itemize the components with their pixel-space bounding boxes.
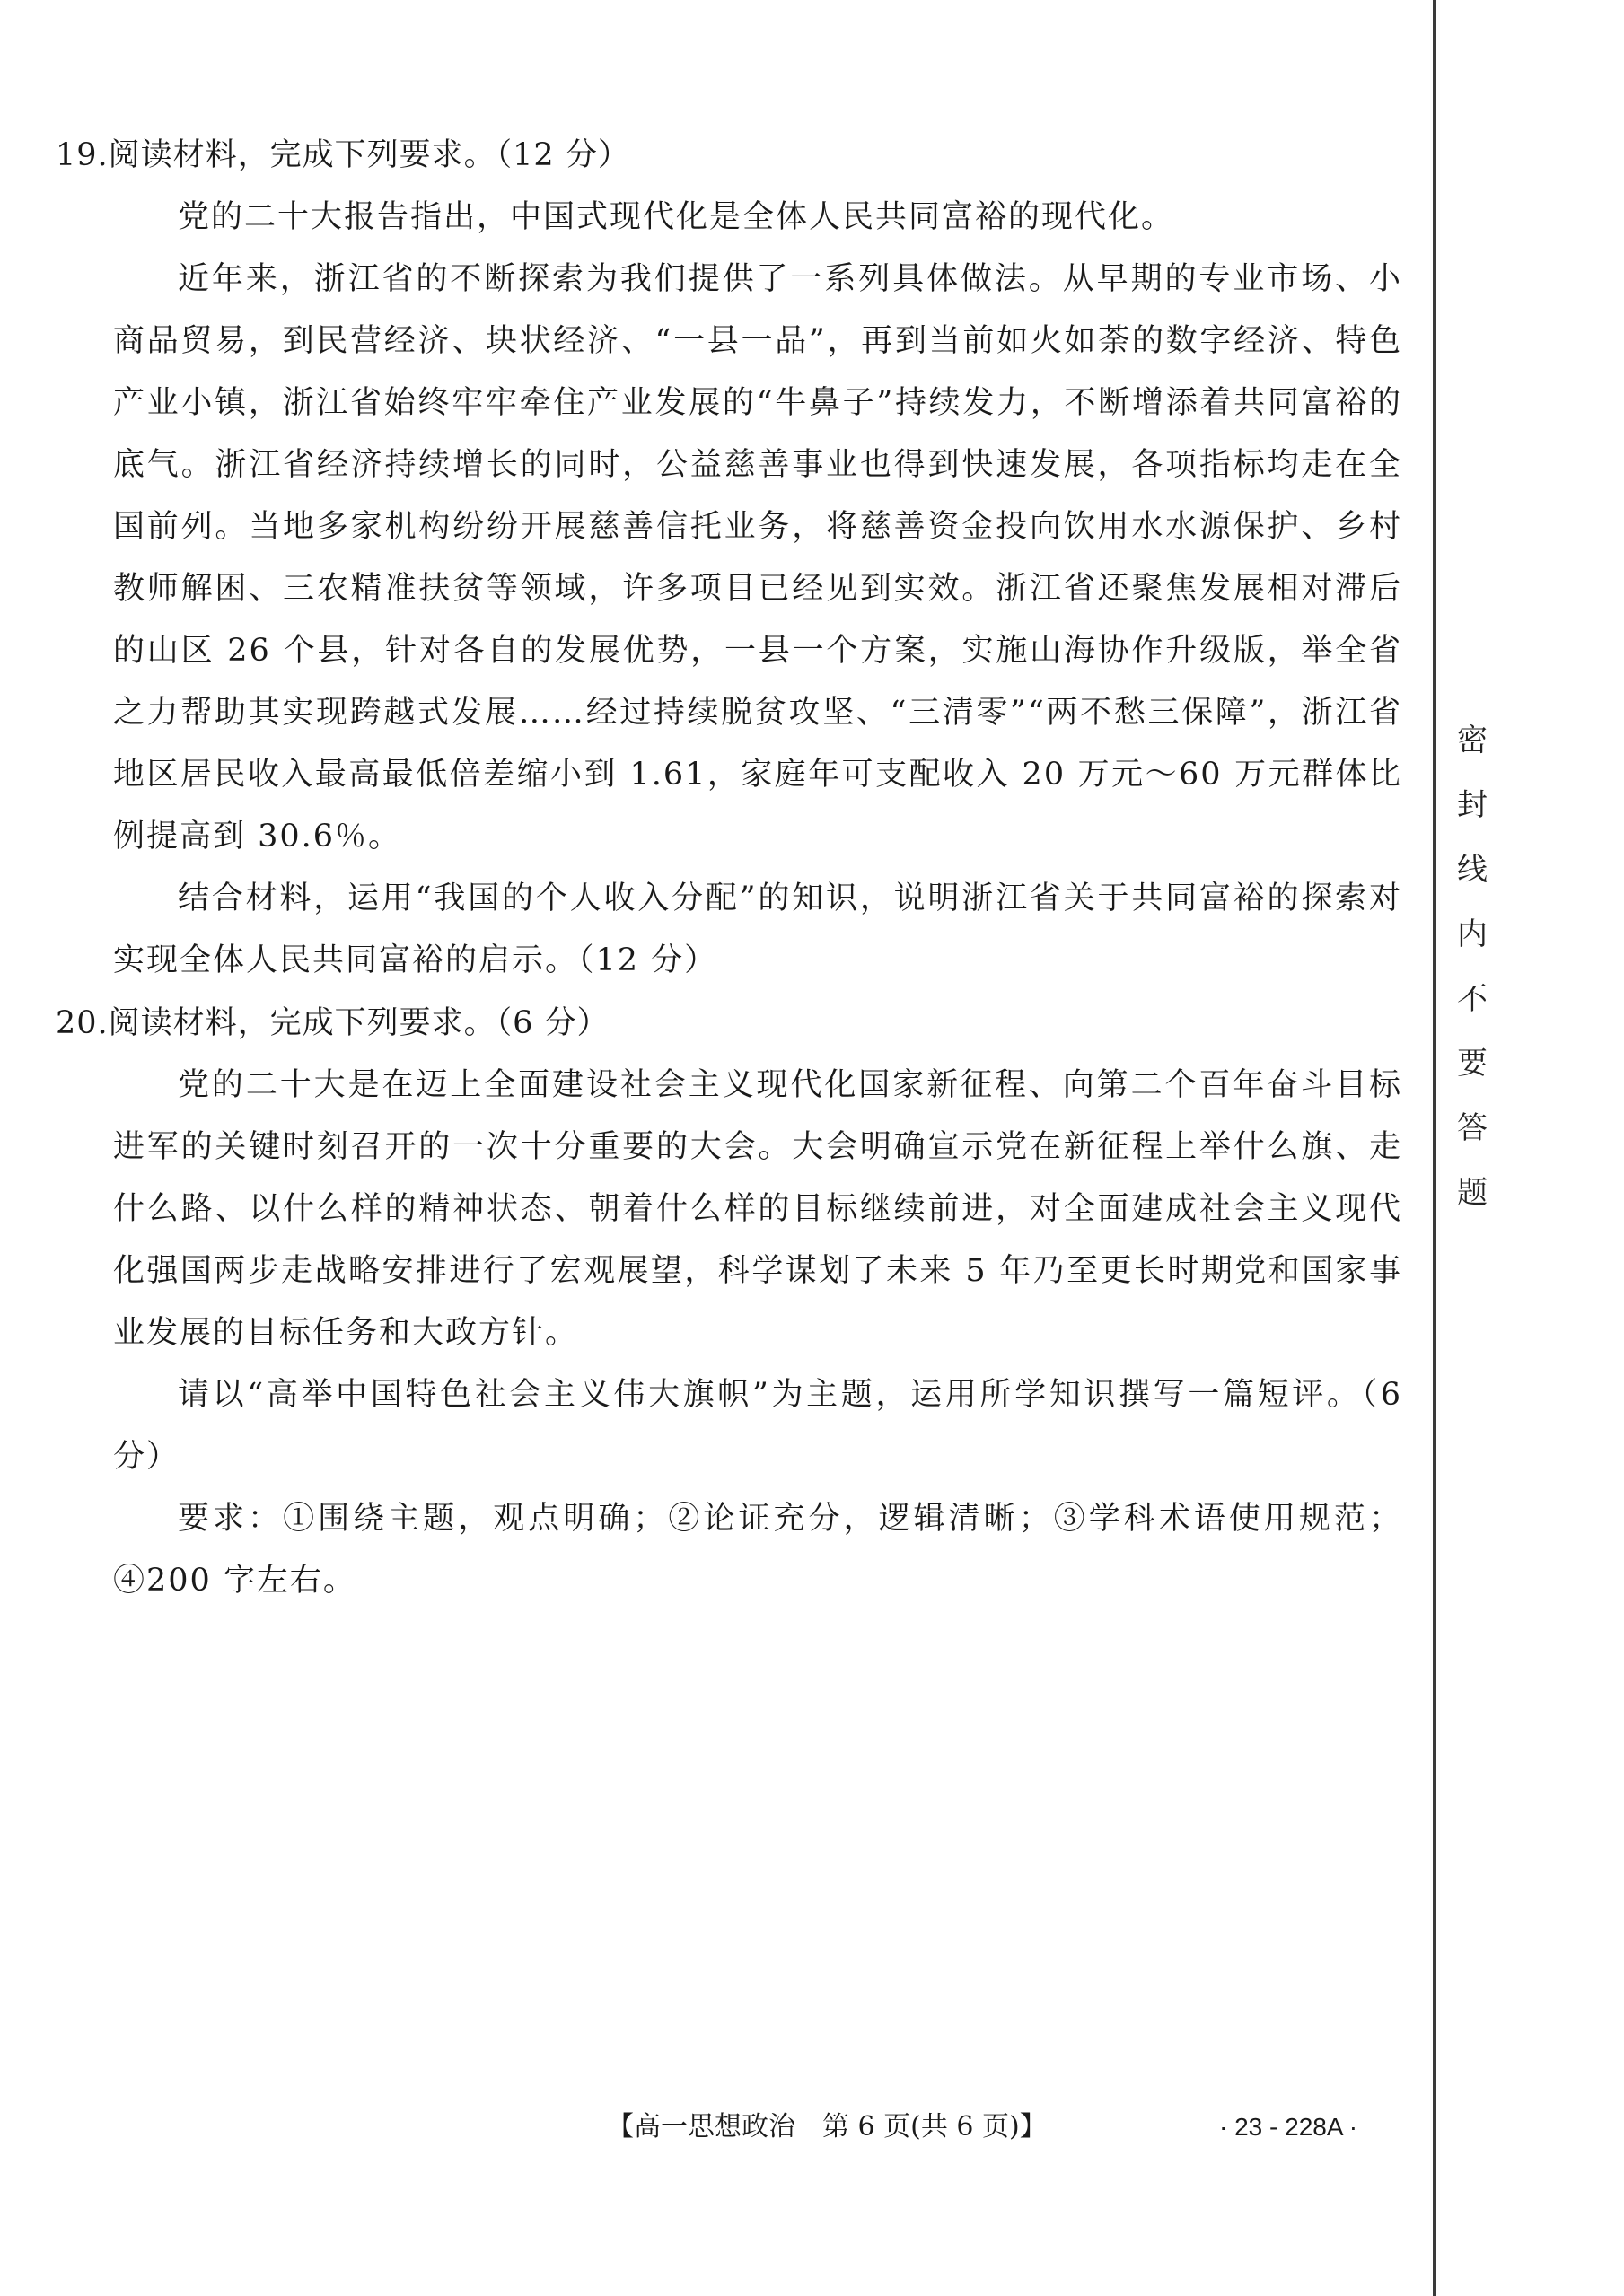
question-content: [56, 124, 1402, 1612]
page-footer: [0, 2105, 1624, 2150]
footer-page-info: 【高一思想政治 第 6 页(共 6 页)】: [607, 2111, 1047, 2143]
seal-char: 题: [1457, 1175, 1488, 1211]
seal-notice: [1454, 725, 1490, 1242]
seal-char: 不: [1457, 981, 1488, 1017]
seal-char: 封: [1457, 787, 1488, 823]
seal-char: 密: [1457, 723, 1488, 758]
question-20-paragraph-1: 党的二十大是在迈上全面建设社会主义现代化国家新征程、向第二个百年奋斗目标进军的关键时刻召开的一次十分重要的大会。大会明确宣示党在新征程上举什么旗、走什么路、以什么样的精神状态、朝着什么样的目标继续前进，对全面建成社会主义现代化强国两步走战略安排进行了宏观展望，科学谋划了未来 5 年乃至更长时期党和国家事业发展的目标任务和大政方针。: [113, 1067, 1402, 1351]
question-19-paragraph-1: 党的二十大报告指出，中国式现代化是全体人民共同富裕的现代化。: [178, 199, 1175, 235]
seal-char: 线: [1457, 852, 1488, 888]
question-20-prompt: 请以“高举中国特色社会主义伟大旗帜”为主题，运用所学知识撰写一篇短评。（6 分）: [113, 1377, 1402, 1475]
question-20-heading: 20.阅读材料，完成下列要求。（6 分）: [56, 1005, 610, 1041]
question-19-paragraph-2: 近年来，浙江省的不断探索为我们提供了一系列具体做法。从早期的专业市场、小商品贸易，到民营经济、块状经济、“一县一品”，再到当前如火如荼的数字经济、特色产业小镇，浙江省始终牢牢牵住产业发展的“牛鼻子”持续发力，不断增添着共同富裕的底气。浙江省经济持续增长的同时，公益慈善事业也得到快速发展，各项指标均走在全国前列。当地多家机构纷纷开展慈善信托业务，将慈善资金投向饮用水水源保护、乡村教师解困、三农精准扶贫等领域，许多项目已经见到实效。浙江省还聚焦发展相对滞后的山区 26 个县，针对各自的发展优势，一县一个方案，实施山海协作升级版，举全省之力帮助其实现跨越式发展……经过持续脱贫攻坚、“三清零”“两不愁三保障”，浙江省地区居民收入最高最低倍差缩小到 1.61，家庭年可支配收入 20 万元～60 万元群体比例提高到 30.6％。: [113, 261, 1402, 854]
seal-line: [1433, 0, 1436, 2296]
seal-char: 内: [1457, 916, 1488, 952]
footer-exam-code: · 23 - 228A ·: [1219, 2113, 1358, 2141]
seal-char: 答: [1457, 1110, 1488, 1146]
seal-char: 要: [1457, 1046, 1488, 1082]
question-19-prompt: 结合材料，运用“我国的个人收入分配”的知识，说明浙江省关于共同富裕的探索对实现全体人民共同富裕的启示。（12 分）: [113, 881, 1402, 978]
question-20-requirements: 要求：①围绕主题，观点明确；②论证充分，逻辑清晰；③学科术语使用规范；④200 字左右。: [113, 1501, 1402, 1599]
question-19-heading: 19.阅读材料，完成下列要求。（12 分）: [56, 137, 630, 173]
